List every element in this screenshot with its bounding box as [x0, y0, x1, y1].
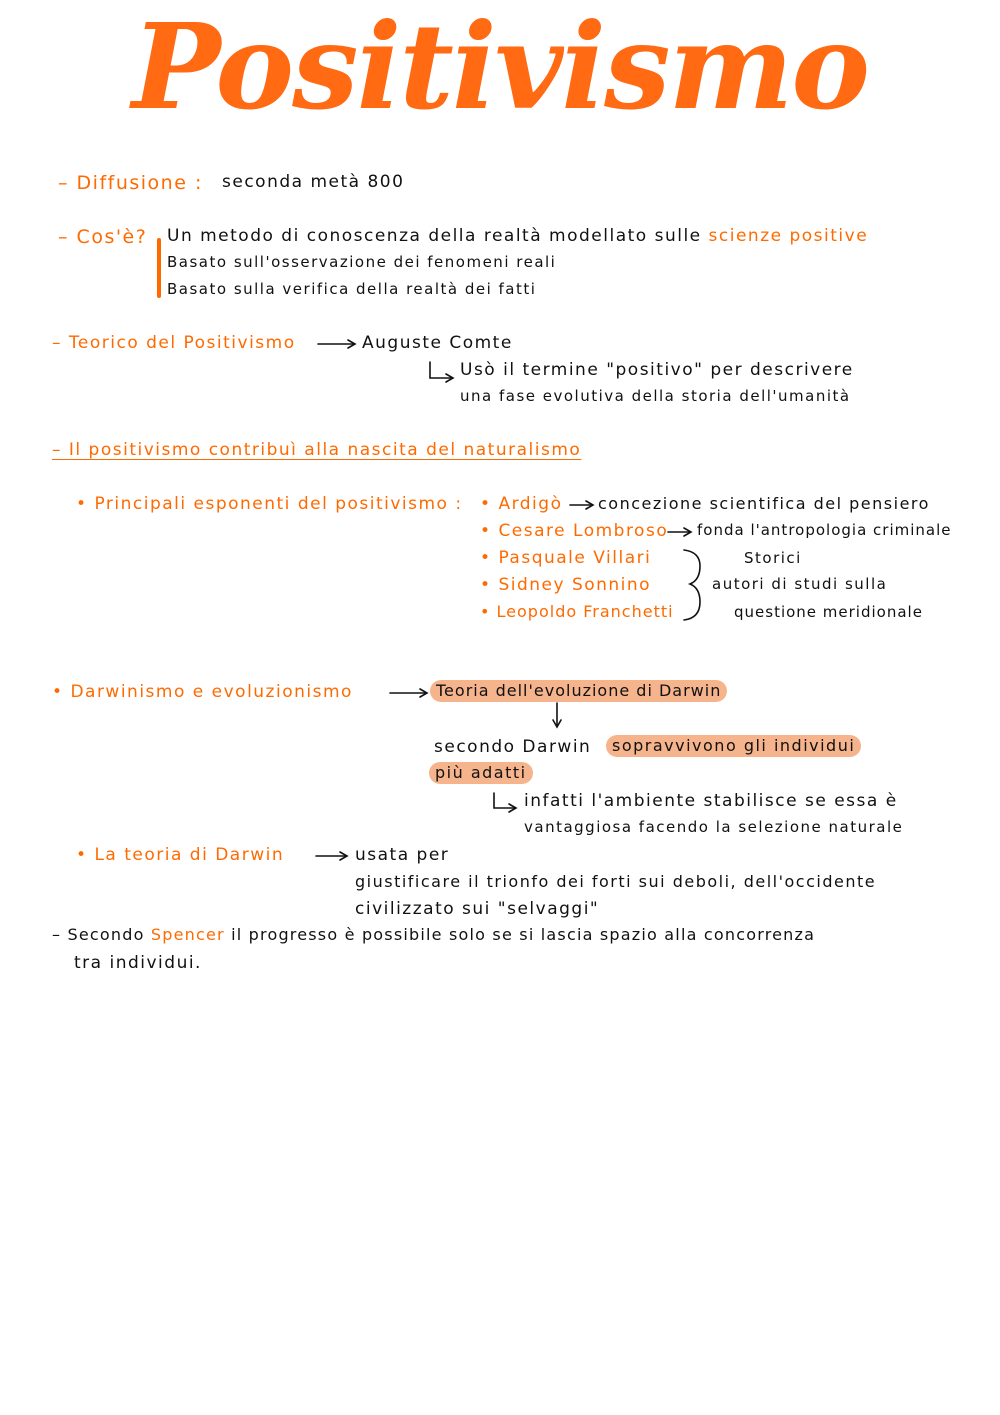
infatti-line2: vantaggiosa facendo la selezione naturale — [524, 818, 904, 836]
civilizzato-line: civilizzato sui "selvaggi" — [355, 899, 600, 919]
cose-label-text: Cos'è? — [76, 226, 148, 248]
naturalismo-text: Il positivismo contribuì alla nascita del naturalismo — [68, 440, 582, 460]
cose-line3: Basato sulla verifica della realtà dei fatti — [167, 280, 537, 298]
spencer-line: – Secondo Spencer il progresso è possibile solo se si lascia spazio alla concorrenza — [52, 925, 816, 944]
esponente-item: • Ardigò — [480, 494, 563, 514]
esponente-desc: fonda l'antropologia criminale — [697, 521, 952, 539]
arrow-right-icon — [390, 689, 427, 697]
esponente-name: Pasquale Villari — [498, 548, 652, 568]
esponente-name: Sidney Sonnino — [498, 575, 652, 595]
esponente-item: • Sidney Sonnino — [480, 575, 652, 595]
teorico-name: Auguste Comte — [362, 333, 513, 353]
page-title: Positivismo — [131, 0, 869, 136]
group-note3: questione meridionale — [734, 603, 923, 621]
group-note1: Storici — [744, 549, 802, 567]
esponente-name: Ardigò — [498, 494, 563, 514]
diffusione-value: seconda metà 800 — [222, 172, 405, 192]
giustificare-line: giustificare il trionfo dei forti sui deboli, dell'occidente — [355, 872, 877, 891]
spencer-line2: tra individui. — [74, 953, 202, 973]
esponente-item: • Leopoldo Franchetti — [480, 602, 674, 621]
esponenti-label: • Principali esponenti del positivismo : — [76, 494, 463, 514]
esponente-desc: concezione scientifica del pensiero — [598, 494, 930, 513]
teorico-note1: Usò il termine "positivo" per descrivere — [460, 360, 854, 380]
group-note2: autori di studi sulla — [712, 575, 888, 593]
spencer-secondo: Secondo — [67, 925, 145, 944]
diffusione-label: – Diffusione : — [58, 172, 203, 194]
arrow-right-icon — [668, 528, 691, 536]
infatti-line1: infatti l'ambiente stabilisce se essa è — [524, 791, 898, 811]
arrow-right-icon — [318, 340, 355, 348]
adatti-highlight: più adatti — [429, 762, 533, 784]
esponente-name: Leopoldo Franchetti — [496, 602, 674, 621]
hook-arrow-icon — [430, 362, 453, 382]
brace-icon — [684, 550, 700, 620]
scienze-positive-text: scienze positive — [708, 226, 869, 246]
spencer-text: il progresso è possibile solo se si lascia spazio alla concorrenza — [231, 925, 816, 944]
arrow-down-icon — [553, 703, 561, 727]
esponente-name: Cesare Lombroso — [498, 521, 669, 541]
darwinismo-label-text: Darwinismo e evoluzionismo — [70, 682, 353, 702]
cose-label: – Cos'è? — [58, 226, 148, 248]
esponente-item: • Pasquale Villari — [480, 548, 652, 568]
teorico-note2: una fase evolutiva della storia dell'umanità — [460, 387, 851, 405]
esponente-item: • Cesare Lombroso — [480, 521, 669, 541]
darwinismo-label: • Darwinismo e evoluzionismo — [52, 682, 353, 702]
arrow-right-icon — [570, 501, 593, 509]
usata-per: usata per — [355, 845, 450, 865]
arrow-right-icon — [316, 852, 347, 860]
naturalismo-line: – Il positivismo contribuì alla nascita del naturalismo — [52, 440, 582, 460]
teoria-darwin-label-text: La teoria di Darwin — [94, 845, 285, 865]
cose-line2: Basato sull'osservazione dei fenomeni reali — [167, 253, 557, 271]
secondo-darwin: secondo Darwin — [434, 737, 592, 757]
hook-arrow-icon — [494, 793, 516, 812]
diffusione-label-text: Diffusione : — [76, 172, 203, 194]
teoria-darwin-highlight: Teoria dell'evoluzione di Darwin — [430, 680, 727, 702]
spencer-name: Spencer — [150, 925, 225, 944]
esponenti-label-text: Principali esponenti del positivismo : — [94, 494, 463, 514]
cose-line1-text: Un metodo di conoscenza della realtà modellato sulle — [167, 226, 702, 246]
sopravvivono-highlight: sopravvivono gli individui — [606, 735, 861, 757]
teorico-label: – Teorico del Positivismo — [52, 333, 296, 353]
teoria-darwin-label: • La teoria di Darwin — [76, 845, 285, 865]
teorico-label-text: Teorico del Positivismo — [68, 333, 296, 353]
